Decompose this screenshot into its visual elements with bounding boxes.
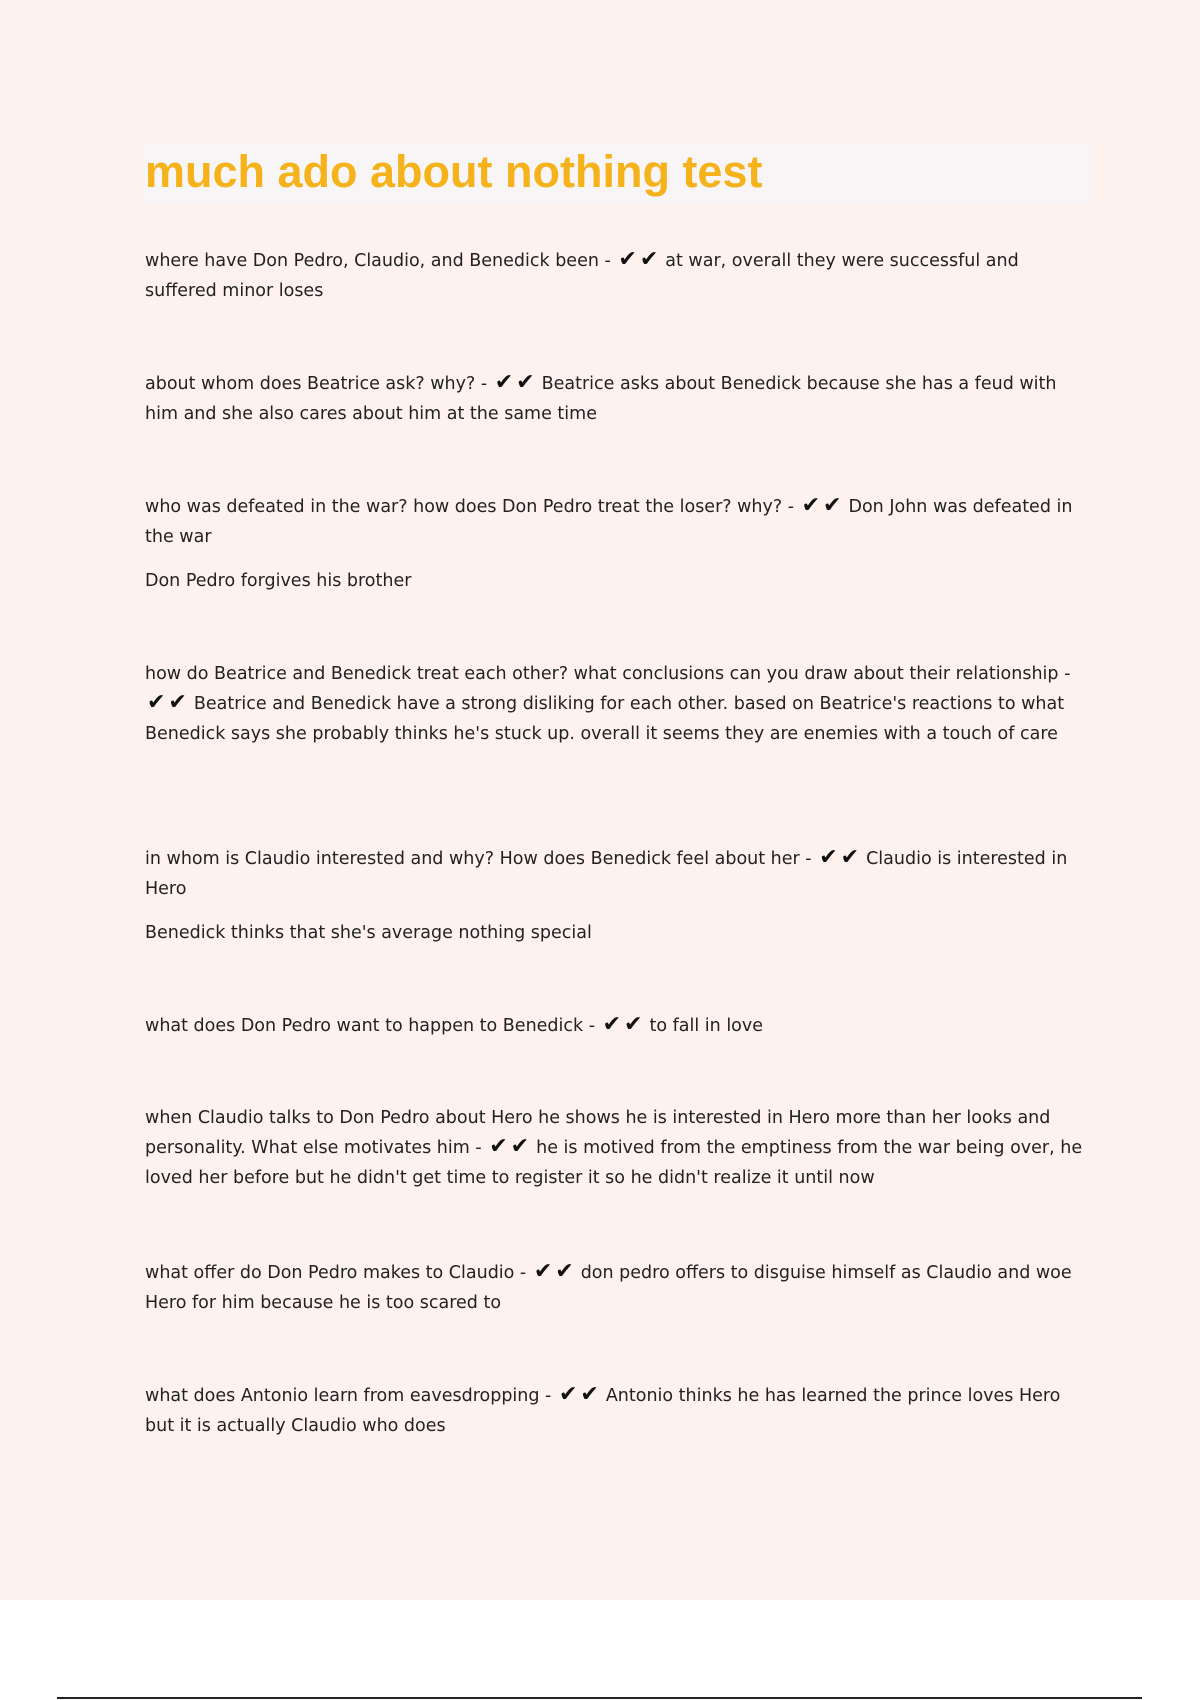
question-text: what does Antonio learn from eavesdropping - xyxy=(145,1386,552,1406)
checkmark-icon: ✔✔ xyxy=(494,370,538,395)
checkmark-icon: ✔✔ xyxy=(533,1259,577,1284)
qa-entry xyxy=(145,1011,1090,1041)
answer-text: Beatrice asks about Benedick because she has a feud with him and she also cares about him at the same time xyxy=(145,374,1057,424)
qa-item-4 xyxy=(145,659,1090,749)
answer-continuation: Don Pedro forgives his brother xyxy=(145,571,412,591)
question-text: what offer do Don Pedro makes to Claudio - xyxy=(145,1263,527,1283)
answer-text: Claudio is interested in Hero xyxy=(145,849,1068,899)
qa-item-6 xyxy=(145,1011,1090,1041)
answer-text: he is motived from the emptiness from the war being over, he loved her before but he didn't get time to register it so he didn't realize it until now xyxy=(145,1138,1083,1188)
qa-item-9 xyxy=(145,1381,1090,1441)
checkmark-icon: ✔✔ xyxy=(489,1134,533,1159)
qa-item-8 xyxy=(145,1258,1090,1318)
qa-item-1 xyxy=(145,246,1090,306)
document-title: much ado about nothing test xyxy=(145,146,763,197)
answer-text: Don John was defeated in the war xyxy=(145,497,1073,547)
answer-text: to fall in love xyxy=(649,1016,764,1036)
qa-entry xyxy=(145,659,1090,749)
checkmark-icon: ✔✔ xyxy=(602,1012,646,1037)
question-text: what does Don Pedro want to happen to Benedick - xyxy=(145,1016,596,1036)
qa-item-3 xyxy=(145,492,1090,596)
qa-entry xyxy=(145,1258,1090,1318)
qa-entry xyxy=(145,844,1090,904)
qa-entry xyxy=(145,1103,1090,1193)
qa-entry xyxy=(145,369,1090,429)
question-text: in whom is Claudio interested and why? How does Benedick feel about her - xyxy=(145,849,812,869)
qa-entry xyxy=(145,1381,1090,1441)
answer-text: Beatrice and Benedick have a strong disliking for each other. based on Beatrice's reactions to what Benedick says she probably thinks he's stuck up. overall it seems they are enemies with a touch of care xyxy=(145,694,1065,744)
qa-entry xyxy=(145,246,1090,306)
question-text: how do Beatrice and Benedick treat each other? what conclusions can you draw about their relationship - xyxy=(145,664,1071,684)
checkmark-icon: ✔✔ xyxy=(147,690,190,715)
qa-item-7 xyxy=(145,1103,1090,1193)
qa-item-2 xyxy=(145,369,1090,429)
checkmark-icon: ✔✔ xyxy=(558,1382,602,1407)
checkmark-icon: ✔✔ xyxy=(819,845,863,870)
checkmark-icon: ✔✔ xyxy=(618,247,662,272)
question-text: about whom does Beatrice ask? why? - xyxy=(145,374,488,394)
question-text: when Claudio talks to Don Pedro about Hero he shows he is interested in Hero more than her looks and personality. What else motivates him - xyxy=(145,1108,1051,1158)
checkmark-icon: ✔✔ xyxy=(801,493,845,518)
answer-continuation: Benedick thinks that she's average nothing special xyxy=(145,923,592,943)
question-text: who was defeated in the war? how does Don Pedro treat the loser? why? - xyxy=(145,497,795,517)
qa-entry xyxy=(145,492,1090,552)
answer-text: Antonio thinks he has learned the prince loves Hero but it is actually Claudio who does xyxy=(145,1386,1061,1436)
question-text: where have Don Pedro, Claudio, and Benedick been - xyxy=(145,251,611,271)
answer-text: at war, overall they were successful and suffered minor loses xyxy=(145,251,1019,301)
answer-text: don pedro offers to disguise himself as Claudio and woe Hero for him because he is too scared to xyxy=(145,1263,1072,1313)
footer-divider xyxy=(57,1697,1142,1699)
qa-item-5 xyxy=(145,844,1090,948)
